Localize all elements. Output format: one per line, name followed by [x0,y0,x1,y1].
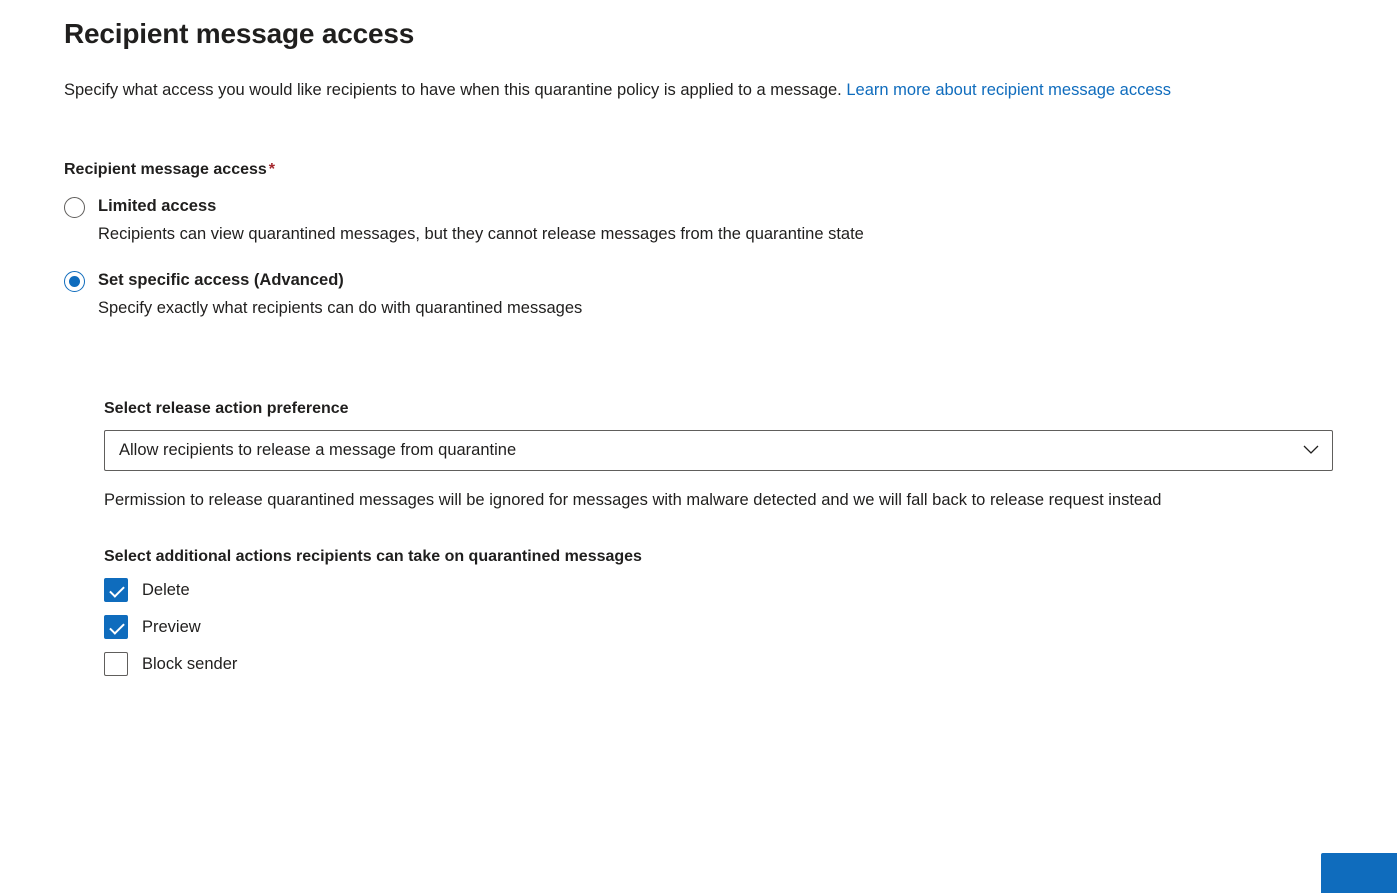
radio-limited-access-control[interactable] [64,197,85,218]
checkbox-block-sender-label: Block sender [142,654,238,673]
checkbox-delete-label: Delete [142,580,190,599]
required-asterisk: * [268,160,276,178]
advanced-options-section [104,400,1333,676]
radio-limited-access-title: Limited access [98,196,217,215]
release-action-helper-text: Permission to release quarantined messages will be ignored for messages with malware detected and we will fall back to release request instead [104,490,1162,509]
release-action-select[interactable]: Allow recipients to release a message from quarantine [104,430,1333,471]
checkbox-row-block-sender[interactable] [104,652,1333,676]
radio-specific-access-title: Set specific access (Advanced) [98,271,344,290]
intro-paragraph [64,76,1333,105]
page-title: Recipient message access [64,18,415,49]
radio-specific-access-control[interactable] [64,271,85,292]
checkbox-row-delete[interactable] [104,578,1333,602]
radio-limited-access-texts [98,195,864,247]
checkbox-delete-control[interactable] [104,578,128,602]
release-action-label: Select release action preference [104,399,349,417]
radio-option-specific-access[interactable] [64,269,1333,321]
recipient-message-access-label [64,161,1333,179]
radio-specific-access-description: Specify exactly what recipients can do with quarantined messages [98,299,583,318]
release-action-select-wrapper [104,430,1333,471]
checkbox-row-preview[interactable] [104,615,1333,639]
checkbox-block-sender-control[interactable] [104,652,128,676]
primary-action-button[interactable] [1321,853,1397,893]
learn-more-link[interactable]: Learn more about recipient message access [846,81,1172,99]
field-label-text: Recipient message access [64,160,267,178]
intro-text: Specify what access you would like recipients to have when this quarantine policy is applied to a message. [64,81,847,99]
radio-option-limited-access[interactable] [64,195,1333,247]
additional-actions-label: Select additional actions recipients can take on quarantined messages [104,548,642,566]
checkbox-preview-control[interactable] [104,615,128,639]
radio-limited-access-description: Recipients can view quarantined messages, but they cannot release messages from the quarantine state [98,224,864,243]
radio-specific-access-texts [98,269,582,321]
checkbox-preview-label: Preview [142,617,201,636]
